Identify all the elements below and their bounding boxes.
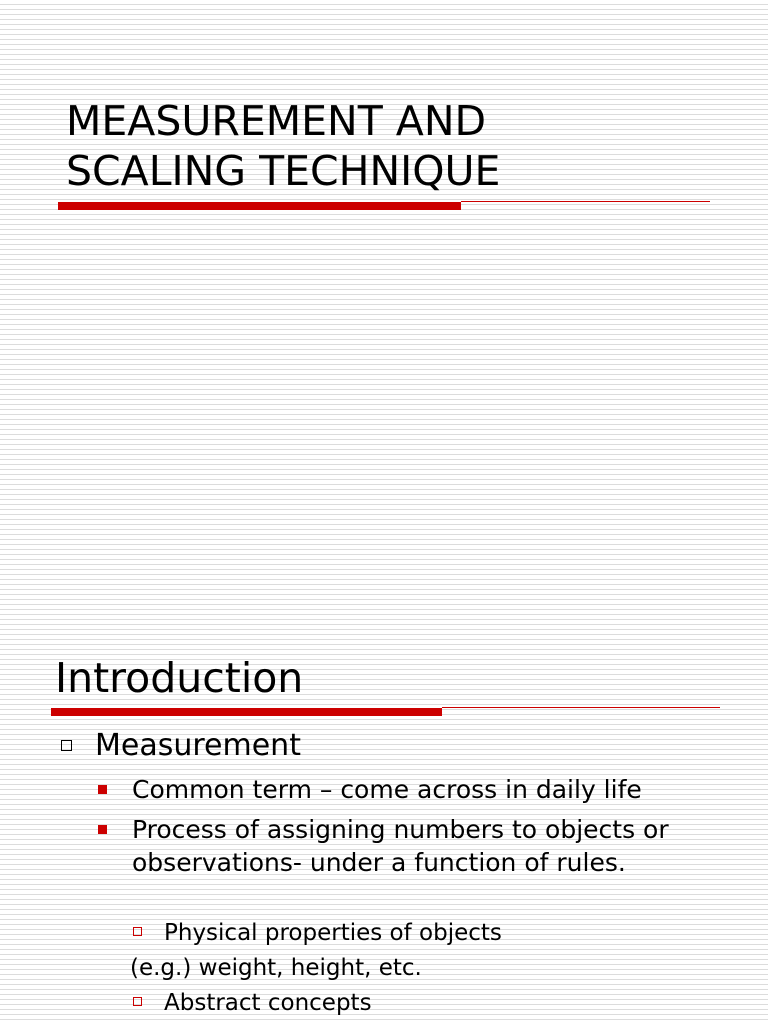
slide-introduction	[0, 640, 768, 1024]
title-rule-thick	[58, 202, 461, 210]
introduction-heading: Introduction	[55, 654, 304, 702]
sub-sub-bullet-abstract: Abstract concepts	[164, 990, 372, 1016]
filled-square-bullet-icon	[98, 785, 107, 794]
sub-sub-bullet-physical: Physical properties of objects	[164, 920, 502, 946]
hollow-square-bullet-icon	[61, 740, 72, 751]
sub-bullet-process: Process of assigning numbers to objects or observations- under a function of rules.	[132, 815, 669, 877]
introduction-rule-thin	[442, 707, 720, 708]
title-line-2: SCALING TECHNIQUE	[66, 147, 501, 195]
slide-title-heading	[66, 96, 706, 196]
title-rule-thin	[461, 201, 710, 202]
small-hollow-square-bullet-icon	[133, 997, 142, 1006]
filled-square-bullet-icon	[98, 825, 107, 834]
small-hollow-square-bullet-icon	[133, 927, 142, 936]
bullet-measurement: Measurement	[95, 728, 301, 763]
title-line-1: MEASUREMENT AND	[66, 97, 487, 145]
example-text: (e.g.) weight, height, etc.	[130, 955, 422, 981]
sub-bullet-common-term: Common term – come across in daily life	[132, 775, 642, 804]
introduction-rule-thick	[51, 708, 442, 716]
